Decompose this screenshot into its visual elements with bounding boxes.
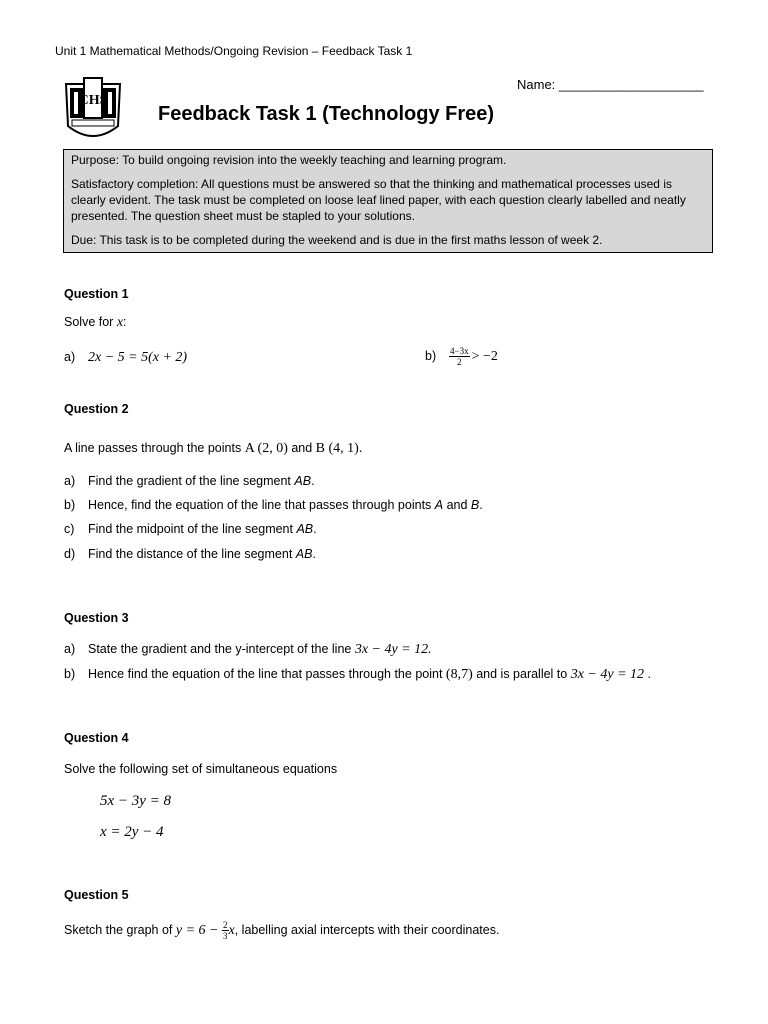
question-2-heading: Question 2 — [64, 402, 129, 416]
question-1-heading: Question 1 — [64, 287, 129, 301]
q2-part-c: c) Find the midpoint of the line segment AB. — [64, 522, 317, 536]
q3-part-a: a) State the gradient and the y-intercept of the line 3x − 4y = 12. — [64, 642, 432, 657]
q2-intro: A line passes through the points A (2, 0) and B (4, 1). — [64, 441, 363, 456]
q5-fraction: $\frac{2}{3}$ — [223, 920, 228, 941]
due-text: Due: This task is to be completed during the weekend and is due in the first maths lesson of week 2. — [71, 233, 603, 247]
name-field-label: Name: ____________________ — [517, 77, 704, 92]
question-4-heading: Question 4 — [64, 731, 129, 745]
q2-part-a: a) Find the gradient of the line segment AB. — [64, 474, 315, 488]
q4-equation-1: 5x − 3y = 8 — [100, 793, 172, 809]
q4-intro: Solve the following set of simultaneous equations — [64, 762, 338, 776]
q2-part-b: b) Hence, find the equation of the line that passes through points A and B. — [64, 498, 483, 512]
q1-intro: Solve for x: — [64, 315, 127, 330]
crest-lettering: CHS — [78, 93, 108, 108]
page-header: Unit 1 Mathematical Methods/Ongoing Revision – Feedback Task 1 — [55, 44, 413, 58]
q1-fraction: $\frac{4-3x}{2}$ — [450, 346, 469, 367]
q2-part-d: d) Find the distance of the line segment AB. — [64, 547, 316, 561]
satisfactory-text: Satisfactory completion: All questions must be answered so that the thinking and mathematical processes used is clearly evident. The task must be completed on loose leaf lined paper, with each question clearly labelled and neatly presented. The question sheet must be stapled to your solutions. — [71, 177, 686, 223]
q3-part-b: b) Hence find the equation of the line that passes through the point (8,7) and is parallel to 3x − 4y = 12 . — [64, 667, 651, 682]
q1-part-b: b) $\frac{4-3x}{2}$ > −2 — [425, 346, 498, 367]
question-3-heading: Question 3 — [64, 611, 129, 625]
purpose-text: Purpose: To build ongoing revision into the weekly teaching and learning program. — [71, 153, 507, 167]
question-5-heading: Question 5 — [64, 888, 129, 902]
q1-part-a: a) 2x − 5 = 5(x + 2) — [64, 350, 188, 365]
q4-equation-2: x = 2y − 4 — [100, 824, 164, 840]
page-title: Feedback Task 1 (Technology Free) — [158, 103, 495, 125]
q5-text: Sketch the graph of y = 6 − $\frac{2}{3}$ x, labelling axial intercepts with their coordinates. — [64, 920, 500, 941]
task-info-box — [63, 149, 713, 253]
school-crest-logo — [60, 74, 126, 150]
